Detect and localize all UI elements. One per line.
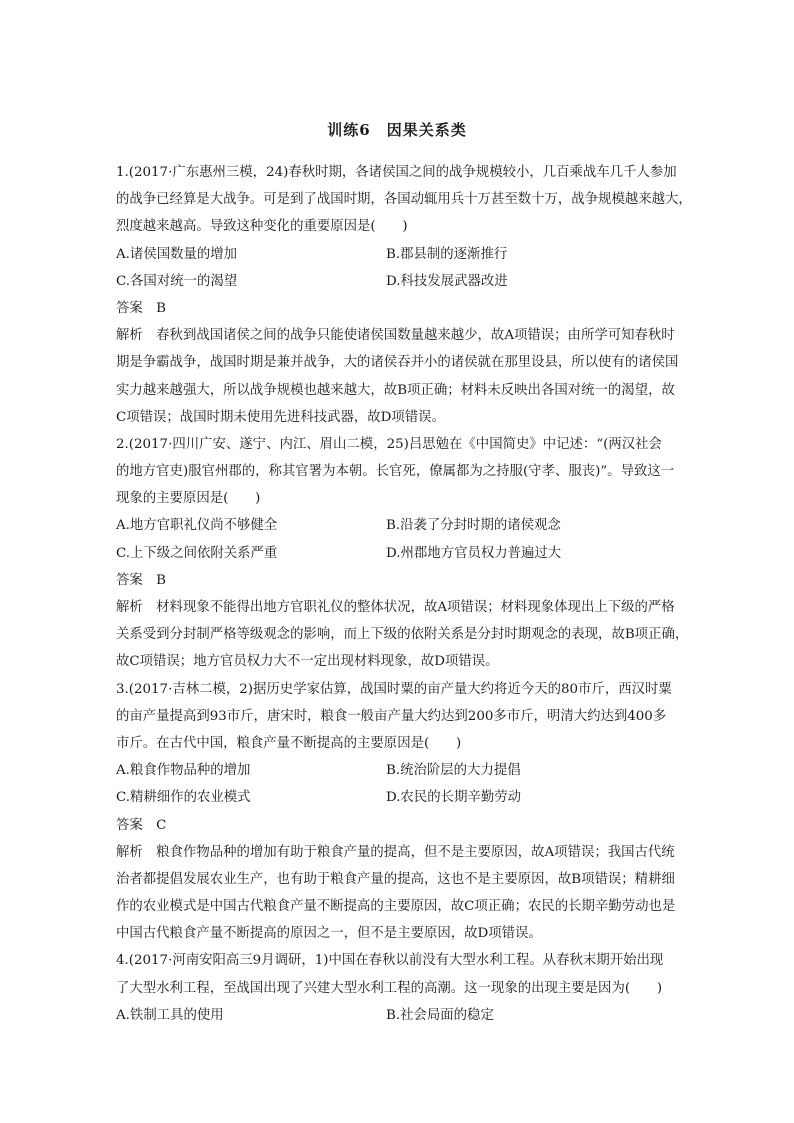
question-stem-line: 烈度越来越高。导致这种变化的重要原因是( ) (116, 219, 408, 235)
answer-line: 答案 B (116, 572, 167, 588)
question-stem-line: 1.(2017·广东惠州三模，24)春秋时期，各诸侯国之间的战争规模较小，几百乘战车几千人参加 (116, 165, 677, 180)
question-stem-line: 的亩产量提高到93市斤，唐宋时，粮食一般亩产量大约达到200多市斤，明清大约达到400多 (116, 708, 667, 724)
option-b: B.沿袭了分封时期的诸侯观念 (386, 518, 561, 534)
answer-line: 答案 C (116, 817, 167, 833)
analysis-line: 治者都提倡发展农业生产，也有助于粮食产量的提高，这也不是主要原因，故B项错误；精耕细 (116, 871, 675, 887)
question-stem-line: 4.(2017·河南安阳高三9月调研，1)中国在春秋以前没有大型水利工程。从春秋末期开始出现 (116, 953, 664, 969)
analysis-line: C项错误；战国时期未使用先进科技武器，故D项错误。 (116, 409, 445, 425)
question-stem-line: 市斤。在古代中国，粮食产量不断提高的主要原因是( ) (116, 735, 462, 751)
option-row (116, 241, 682, 268)
analysis-line: 关系受到分封制严格等级观念的影响，而上下级的依附关系是分封时期观念的表现，故B项正确， (116, 627, 689, 643)
option-b: B.社会局面的稳定 (386, 1007, 494, 1023)
option-row (116, 512, 682, 539)
question-stem-line: 3.(2017·吉林二模，2)据历史学家估算，战国时粟的亩产量大约将近今天的80市斤，西汉时粟 (116, 681, 672, 697)
option-a: A.粮食作物品种的增加 (116, 763, 251, 779)
question-list (116, 159, 692, 1029)
question-stem-line: 现象的主要原因是( ) (116, 491, 261, 507)
option-row (116, 1002, 682, 1029)
question-stem-line: 2.(2017·四川广安、遂宁、内江、眉山二模，25)吕思勉在《中国简史》中记述：“(两汉社会 (116, 436, 662, 452)
option-c: C.各国对统一的渴望 (116, 273, 238, 289)
analysis-line: 实力越来越强大，所以战争规模也越来越大，故B项正确；材料未反映出各国对统一的渴望，故 (116, 382, 675, 398)
question-1 (116, 159, 692, 431)
option-b: B.郡县制的逐渐推行 (386, 246, 508, 262)
analysis-line: 解析 春秋到战国诸侯之间的战争只能使诸侯国数量越来越少，故A项错误；由所学可知春秋时 (116, 328, 675, 344)
analysis-line: 作的农业模式是中国古代粮食产量不断提高的主要原因，故C项正确；农民的长期辛勤劳动也是 (116, 899, 676, 915)
option-a: A.诸侯国数量的增加 (116, 246, 238, 262)
option-d: D.农民的长期辛勤劳动 (386, 790, 522, 806)
option-a: A.地方官职礼仪尚不够健全 (116, 518, 278, 534)
option-row (116, 784, 682, 811)
question-2 (116, 431, 689, 676)
option-b: B.统治阶层的大力提倡 (386, 763, 521, 779)
option-a: A.铁制工具的使用 (116, 1007, 224, 1023)
option-c: C.上下级之间依附关系严重 (116, 545, 278, 561)
analysis-line: 故C项错误；地方官员权力大不一定出现材料现象，故D项错误。 (116, 654, 499, 670)
question-3 (116, 676, 682, 948)
analysis-line: 中国古代粮食产量不断提高的原因之一，但不是主要原因，故D项错误。 (116, 926, 542, 942)
page-title: 训练6 因果关系类 (327, 121, 467, 139)
analysis-line: 期是争霸战争，战国时期是兼并战争，大的诸侯吞并小的诸侯就在那里设县，所以使有的诸侯国 (116, 355, 679, 371)
analysis-line: 解析 粮食作物品种的增加有助于粮食产量的提高，但不是主要原因，故A项错误；我国古代统 (116, 844, 675, 860)
question-stem-line: 的战争已经算是大战争。可是到了战国时期，各国动辄用兵十万甚至数十万，战争规模越来越大， (116, 192, 692, 208)
option-c: C.精耕细作的农业模式 (116, 790, 251, 806)
question-4 (116, 947, 682, 1029)
analysis-line: 解析 材料现象不能得出地方官职礼仪的整体状况，故A项错误；材料现象体现出上下级的严格 (116, 600, 675, 615)
question-stem-line: 的地方官吏)服官州郡的，称其官署为本朝。长官死，僚属都为之持服(守孝、服丧)”。导致这一 (116, 464, 675, 480)
option-d: D.州郡地方官员权力普遍过大 (386, 545, 562, 561)
option-row (116, 268, 682, 295)
option-d: D.科技发展武器改进 (386, 273, 508, 289)
option-row (116, 757, 682, 784)
option-row (116, 540, 682, 567)
answer-line: 答案 B (116, 300, 167, 316)
question-stem-line: 了大型水利工程，至战国出现了兴建大型水利工程的高潮。这一现象的出现主要是因为( ) (116, 980, 663, 996)
